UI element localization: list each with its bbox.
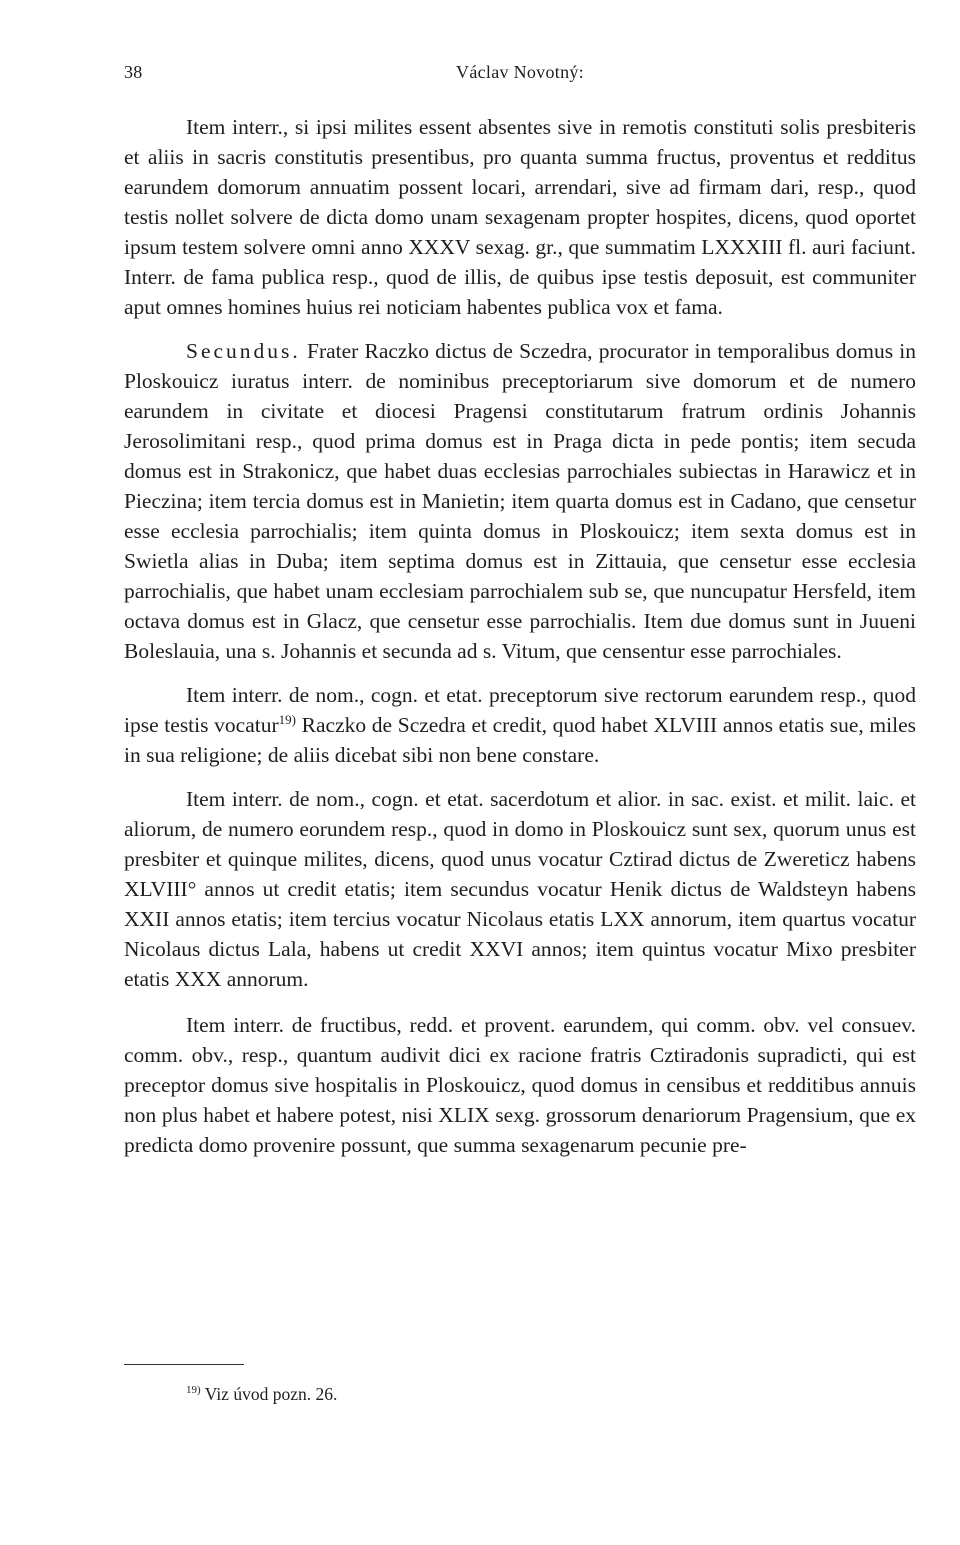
paragraph-3-text-a: Item interr. de nom., cogn. et etat. preceptorum sive rectorum earundem resp., quod ipse testis vocatur <box>124 683 916 737</box>
paragraph-5: Item interr. de fructibus, redd. et provent. earundem, qui comm. obv. vel consuev. comm. obv., resp., quantum audivit dici ex racione fratris Cztiradonis supradicti, qui est preceptor domus sive hospitalis in Ploskouicz, quod domus in censibus et redditibus annuis non plus habet et habere potest, nisi XLIX sexg. grossorum denariorum Pragensium, que ex predicta domo provenire possunt, que summa sexagenarum pecunie pre- <box>124 1013 916 1157</box>
paragraph-4: Item interr. de nom., cogn. et etat. sacerdotum et alior. in sac. exist. et milit. laic. et aliorum, de numero eorundem resp., quod in domo in Ploskouicz sunt sex, quorum unus est presbiter et quinque milites, dicens, quod unus vocatur Cztirad dictus de Zwereticz habens XLVIII° annos ut credit etatis; item secundus vocatur Henik dictus de Waldsteyn habens XXII annos etatis; item tercius vocatur Nicolaus etatis LXX annorum, item quartus vocatur Nicolaus dictus Lala, habens ut credit XXVI annos; item quintus vocatur Mixo presbiter etatis XXX annorum. <box>124 787 916 991</box>
paragraph-3 <box>124 680 916 770</box>
running-head: Václav Novotný: <box>456 62 584 82</box>
footnote-marker: 19) <box>186 1384 201 1397</box>
footnote <box>186 1383 337 1405</box>
page-header <box>124 62 916 88</box>
paragraph-2 <box>124 336 916 666</box>
footnote-text: Viz úvod pozn. 26. <box>204 1384 338 1404</box>
paragraph-1: Item interr., si ipsi milites essent absentes sive in remotis constituti solis presbiteris et aliis in sacris constitutis presentibus, pro quanta summa fructus, proventus et redditus earundem domorum annuatim possent locari, arrendari, sive ad firmam dari, resp., quod testis nollet solvere de dicta domo unam sexagenam propter hospites, dicens, quod oportet ipsum testem solvere omni anno XXXV sexag. gr., que summatim LXXXIII fl. auri faciunt. Interr. de fama publica resp., quod de illis, de quibus ipse testis deposuit, est communiter aput omnes homines huius rei noticiam habentes publica vox et fama. <box>124 115 916 319</box>
page-number: 38 <box>124 62 143 82</box>
footnote-divider <box>124 1364 244 1365</box>
paragraph-3-text-b: Raczko de Sczedra et credit, quod habet XLVIII annos etatis sue, miles in sua religione; de aliis dicebat sibi non bene constare. <box>124 713 917 767</box>
footnote-reference: 19) <box>278 711 296 727</box>
paragraph-2-text: Frater Raczko dictus de Sczedra, procurator in temporalibus domus in Ploskouicz iuratus interr. de nominibus preceptoriarum sive domorum et de numero earundem in civitate et diocesi Pragensi constitutarum fratrum ordinis Johannis Jerosolimitani resp., quod prima domus est in Praga dicta in pede pontis; item secuda domus est in Strakonicz, que habet duas ecclesias parrochiales subiectas in Harawicz et in Pieczina; item tercia domus est in Manietin; item quarta domus est in Cadano, que censetur esse ecclesia parrochialis; item quinta domus in Ploskouicz; item sexta domus est in Swietla alias in Duba; item septima domus est in Zittauia, que censetur esse ecclesia parrochialis, que habet unam ecclesiam parrochialem sub se, que nuncupatur Hersfeld, item octava domus est in Glacz, que censetur esse parrochialis. Item due domus sunt in Juueni Boleslauia, una s. Johannis et secunda ad s. Vitum, que censentur esse parrochiales. <box>124 339 917 663</box>
body-text <box>124 112 916 1160</box>
secundus-label: Secundus. <box>186 339 301 363</box>
